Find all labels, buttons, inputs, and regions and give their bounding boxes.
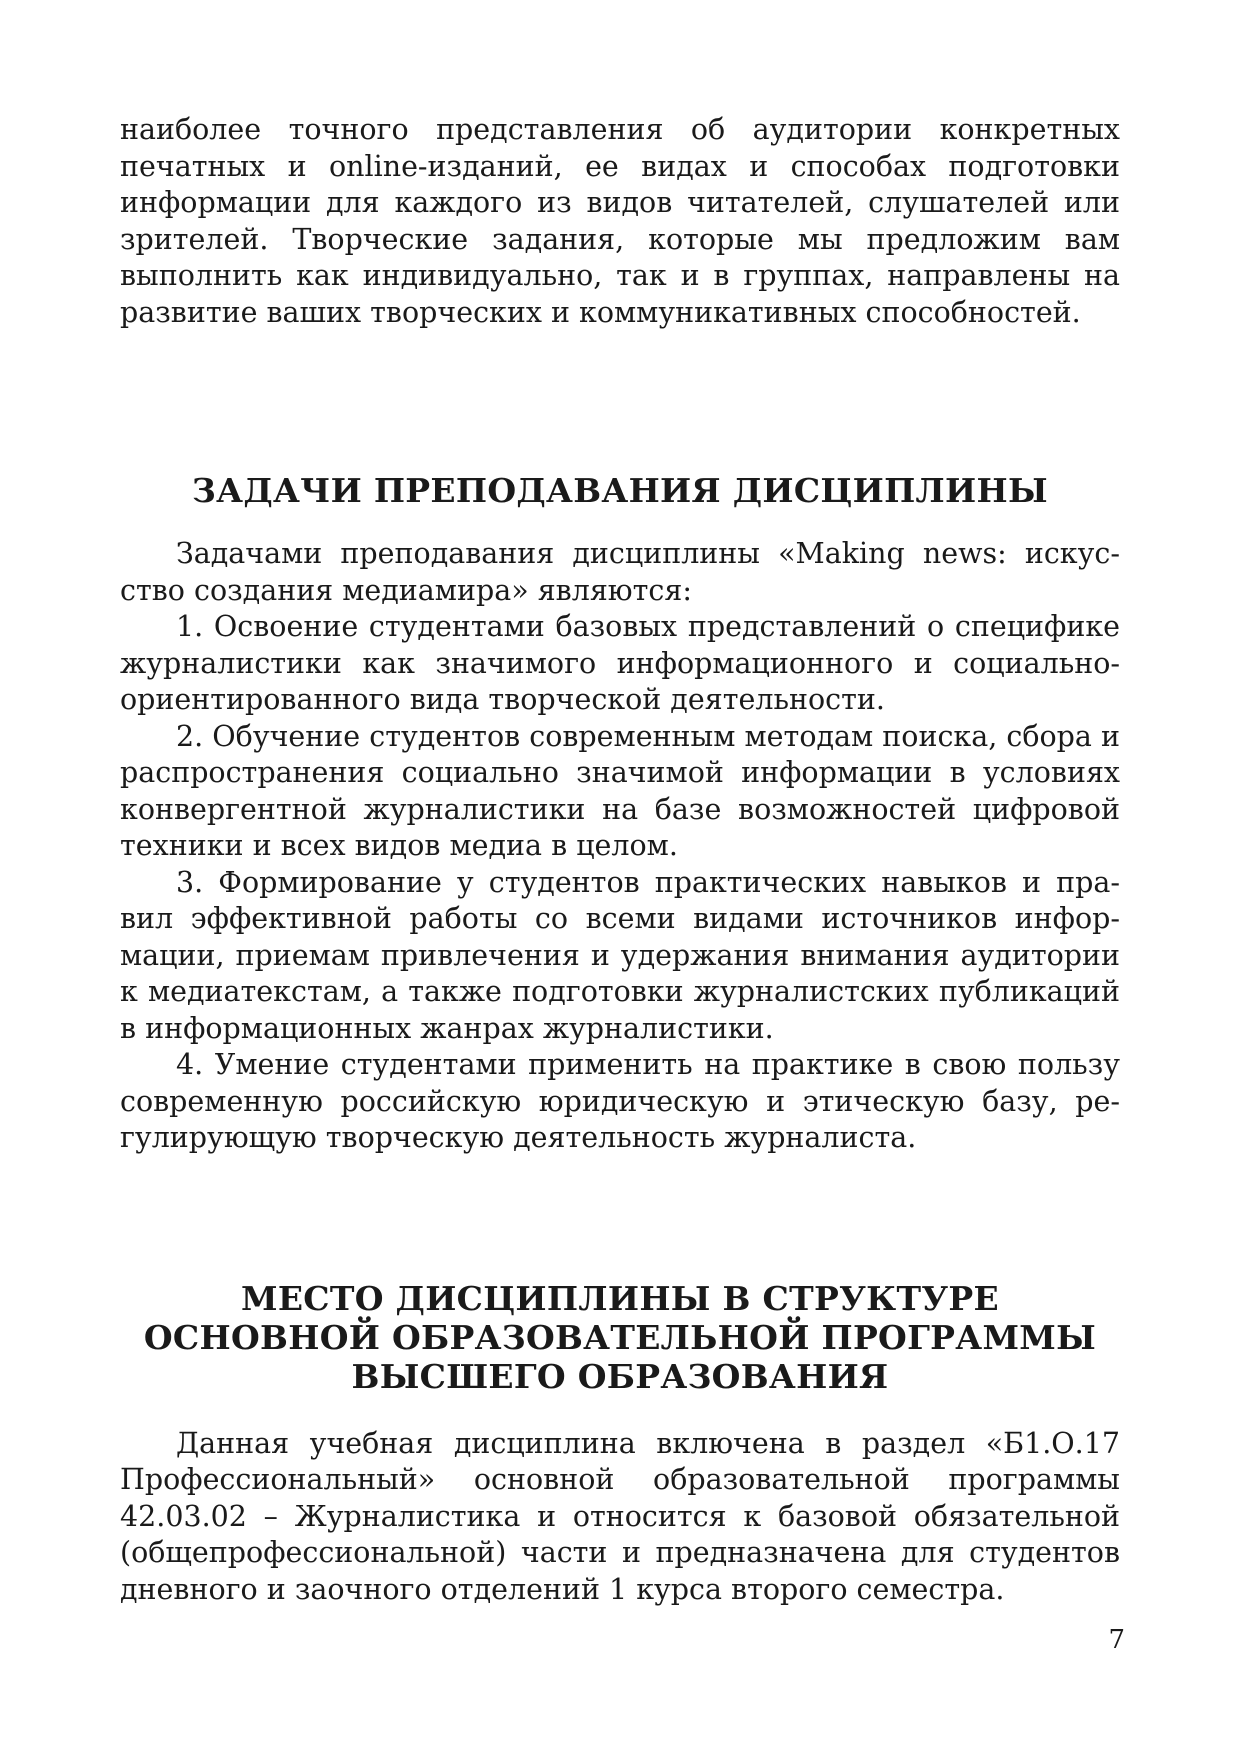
intro-paragraph: наиболее точного представления об аудитории конкретных печатных и online-изданий, ее видах и способах подготовки информации для каждого из видов читателей, слушателей или зрителей. Творческие задания, которые мы предложим вам выполнить как индивидуально, так и в группах, направлены на развитие ваших творческих и коммуникативных способностей.: [120, 113, 1120, 329]
page-number: 7: [1108, 1625, 1125, 1655]
task-item-4: 4. Умение студентами применить на практике в свою пользу современную российскую юридическую и этическую базу, регулирующую творческую деятельность журналиста.: [120, 1048, 1120, 1154]
place-paragraph: Данная учебная дисциплина включена в раздел «Б1.О.17 Профессиональный» основной образовательной программы 42.03.02 – Журналистика и относится к базовой обязательной (общепрофессиональной) части и предназначена для студентов дневного и заочного отделений 1 курса второго семестра.: [120, 1426, 1120, 1606]
section-heading-place: [120, 1279, 1120, 1396]
section-heading-place-line-2: ОСНОВНОЙ ОБРАЗОВАТЕЛЬНОЙ ПРОГРАММЫ: [143, 1317, 1097, 1357]
task-item-3: 3. Формирование у студентов практических навыков и правил эффективной работы со всеми видами источников информации, приемам привлечения и удержания внимания аудитории к медиатекстам, а также подготовки журналистских публикаций в информационных жанрах журналистики.: [120, 865, 1120, 1045]
section-heading-place-line-1: МЕСТО ДИСЦИПЛИНЫ В СТРУКТУРЕ: [241, 1278, 999, 1318]
section-heading-tasks: ЗАДАЧИ ПРЕПОДАВАНИЯ ДИСЦИПЛИНЫ: [192, 471, 1048, 510]
task-item-1: 1. Освоение студентами базовых представлений о специфике журналистики как значимого информационного и социально-ориентированного вида творческой деятельности.: [120, 610, 1120, 716]
task-item-2: 2. Обучение студентов современным методам поиска, сбора и распространения социально значимой информации в условиях конвергентной журналистики на базе возможностей цифровой техники и всех видов медиа в целом.: [120, 719, 1120, 862]
section-heading-place-line-3: ВЫСШЕГО ОБРАЗОВАНИЯ: [351, 1356, 889, 1396]
page-body: [120, 112, 1120, 1608]
tasks-lead-paragraph: Задачами преподавания дисциплины «Making news: искусство создания медиамира» являются:: [120, 537, 1120, 607]
